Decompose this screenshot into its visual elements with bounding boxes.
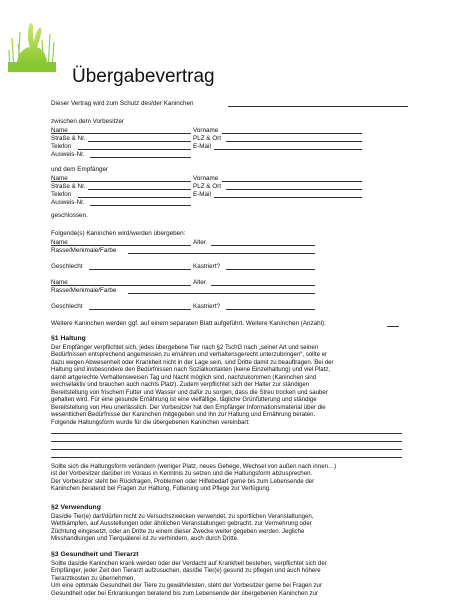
haltungsform-field-3[interactable]: [51, 449, 402, 450]
section-1-after: [51, 463, 421, 493]
vorbesitzer-email-label: E-Mail: [193, 143, 211, 150]
empfaenger-vorname-label: Vorname: [193, 175, 219, 182]
vorbesitzer-strasse-label: Straße & Nr.: [51, 135, 86, 142]
rabbit1-geschlecht-field[interactable]: [89, 269, 191, 270]
section-1-line: wechselaktiv und brauchen auch nachts Platz). Zudem verpflichtet sich der Halter zur ständigen: [51, 381, 310, 389]
section-1-after-line: Sollte sich die Haltungsform verändern (weniger Platz, neues Gehege, Wechsel von außen nach innen…): [51, 463, 337, 470]
empfaenger-email-label: E-Mail: [193, 191, 211, 198]
empfaenger-ausweis-label: Ausweis-Nr.: [51, 199, 85, 206]
haltungsform-field-2[interactable]: [51, 441, 402, 442]
empfaenger-name-field[interactable]: [51, 181, 191, 182]
empfaenger-ausweis-field[interactable]: [90, 205, 191, 206]
section-1-body: [51, 344, 421, 426]
section-1-after-line: Der Vorbesitzer steht bei Rückfragen, Problemen oder Hilfebedarf gerne bis zum Lebensende der: [51, 477, 315, 485]
document-title: Übergabevertrag: [72, 66, 215, 87]
empfaenger-telefon-field[interactable]: [78, 197, 191, 198]
vorbesitzer-email-field[interactable]: [214, 149, 362, 150]
section-1-line: wesentlichen Bedürfnisse der Kaninchen mitgegeben und ihn zur Haltung und Ernährung beraten.: [51, 411, 316, 419]
section-1-line: Bereitstellung von frischem Futter und Wasser und dafür zu sorgen, dass die Streu trocken und sauber: [51, 388, 328, 396]
section-3-body: [51, 560, 421, 597]
haltungsform-field-4[interactable]: [51, 457, 402, 458]
empfaenger-email-field[interactable]: [214, 197, 362, 198]
empfaenger-strasse-field[interactable]: [88, 189, 191, 190]
rabbit1-rasse-label: Rasse/Merkmale/Farbe: [51, 247, 117, 254]
empfaenger-plz-label: PLZ & Ort: [193, 183, 221, 190]
section-3-line: Um eine optimale Gesundheit der Tiere zu gewährleisten, steht der Vorbesitzer gerne bei Fragen zur: [51, 582, 322, 590]
vorbesitzer-name-field[interactable]: [51, 133, 191, 134]
section-3-line: Gesundheit oder bei Erkrankungen beratend bis zum Lebensende der übergebenen Kaninchen zur: [51, 589, 318, 597]
rabbit2-kastriert-field[interactable]: [226, 309, 315, 310]
weitere-anzahl-field[interactable]: [387, 326, 399, 327]
empfaenger-strasse-label: Straße & Nr.: [51, 183, 86, 190]
empfaenger-heading: und dem Empfänger: [51, 166, 109, 173]
rabbit1-name-field[interactable]: [51, 245, 191, 246]
rabbit2-name-field[interactable]: [51, 285, 191, 286]
vorbesitzer-ausweis-field[interactable]: [90, 157, 191, 158]
rabbit2-kastriert-label: Kastriert?: [193, 303, 220, 310]
vorbesitzer-strasse-field[interactable]: [88, 141, 191, 142]
empfaenger-telefon-label: Telefon: [51, 191, 72, 198]
vorbesitzer-name-label: Name: [51, 127, 68, 134]
empfaenger-name-label: Name: [51, 175, 68, 182]
section-3-line: Sollte das/die Kaninchen krank werden oder der Verdacht auf Krankheit bestehen, verpflichtet sich der: [51, 560, 327, 567]
rabbit2-rasse-label: Rasse/Merkmale/Farbe: [51, 287, 117, 294]
kaninchen-heading: Folgende(s) Kaninchen wird/werden übergeben:: [51, 230, 186, 237]
vorbesitzer-telefon-field[interactable]: [78, 149, 191, 150]
geschlossen-text: geschlossen.: [51, 212, 88, 219]
section-1-after-line: ist der Vorbesitzer darüber im Voraus in Kenntnis zu setzen und die Haltungsform abzusprechen.: [51, 470, 313, 478]
rabbit2-name-label: Name: [51, 279, 68, 286]
bunny-logo: [8, 14, 56, 72]
rabbit1-geschlecht-label: Geschlecht: [51, 263, 83, 270]
section-2-line: Misshandlungen und Tierquälerei ist zu verhindern, auch durch Dritte.: [51, 535, 239, 543]
rabbit1-kastriert-label: Kastriert?: [193, 263, 220, 270]
rabbit1-name-label: Name: [51, 239, 68, 246]
vorbesitzer-telefon-label: Telefon: [51, 143, 72, 150]
section-1-line: dazu wegen Abwesenheit oder Krankheit nicht in der Lage sein, sind Dritte damit zu beauftragen. Bei der: [51, 358, 334, 366]
section-1-line: Bereitstellung von Heu unerlässlich. Der Vorbesitzer hat den Empfänger Informationsmaterial über die: [51, 403, 326, 411]
empfaenger-plz-field[interactable]: [226, 189, 362, 190]
section-1-heading: §1 Haltung: [51, 335, 86, 342]
section-2-line: Das/die Tier(e) darf/dürfen nicht zu Versuchszwecken verwendet, zu sportlichen Veranstaltungen,: [51, 513, 314, 520]
vorbesitzer-vorname-label: Vorname: [193, 127, 219, 134]
haltungsform-field-1[interactable]: [51, 433, 402, 434]
intro-text: Dieser Vertrag wird zum Schutz des/der Kaninchen: [51, 100, 194, 107]
rabbit1-alter-field[interactable]: [211, 245, 315, 246]
rabbit-name-field[interactable]: [228, 106, 408, 107]
rabbit1-alter-label: Alter: [193, 239, 206, 246]
section-3-heading: §3 Gesundheit und Tierarzt: [51, 551, 139, 558]
section-1-line: gehalten wird. Für eine gesunde Ernährung ist eine vielfältige, tägliche Grünfütterung und ständige: [51, 396, 317, 404]
vorbesitzer-plz-field[interactable]: [226, 141, 362, 142]
section-3-line: Empfänger, jeder Zeit den Tierarzt aufzusuchen, das/die Tier(e) gesund zu pflegen und auch höhere: [51, 567, 321, 575]
vorbesitzer-plz-label: PLZ & Ort: [193, 135, 221, 142]
section-1-line: Bedürfnissen entsprechend angemessen zu ernähren und verhaltensgerecht unterzubringen“, sollte er: [51, 351, 328, 359]
empfaenger-vorname-field[interactable]: [222, 181, 362, 182]
weitere-kaninchen-text: Weitere Kaninchen werden ggf. auf einem separaten Blatt aufgeführt. Weitere Kaninchen (Anzahl):: [51, 320, 326, 327]
rabbit2-rasse-field[interactable]: [128, 293, 315, 294]
section-3-line: Tierarztkosten zu übernehmen.: [51, 574, 136, 582]
section-1-line: Der Empfänger verpflichtet sich, jedes übergebene Tier nach §2 TschG nach „seiner Art und seinen: [51, 344, 319, 351]
rabbit1-rasse-field[interactable]: [128, 253, 315, 254]
vorbesitzer-vorname-field[interactable]: [222, 133, 362, 134]
rabbit2-geschlecht-label: Geschlecht: [51, 303, 83, 310]
vorbesitzer-ausweis-label: Ausweis-Nr.: [51, 151, 85, 158]
rabbit2-geschlecht-field[interactable]: [89, 309, 191, 310]
rabbit2-alter-field[interactable]: [211, 285, 315, 286]
section-2-line: Züchtung eingesetzt, oder an Dritte zu einem dieser Zwecke weiter gegeben werden. Jegliche: [51, 527, 305, 535]
section-1-after-line: Kaninchen beratend bei Fragen zur Haltung, Fütterung und Pflege zur Verfügung.: [51, 485, 271, 493]
rabbit2-alter-label: Alter: [193, 279, 206, 286]
section-2-line: Wettkämpfen, auf Ausstellungen oder ähnlichen Veranstaltungen gebracht, zur Vermehrung oder: [51, 520, 312, 528]
rabbit1-kastriert-field[interactable]: [226, 269, 315, 270]
vorbesitzer-heading: zwischen dem Vorbesitzer: [51, 118, 125, 125]
section-1-line: Haltung sind insbesondere den Bedürfnissen nach Sozialkontakten (keine Einzelhaltung) und viel Platz,: [51, 366, 331, 374]
section-1-line: damit artgerechte Verhaltensweisen Tag und Nacht möglich sind, nachzukommen (Kaninchen sind: [51, 373, 317, 381]
section-2-body: [51, 513, 421, 543]
section-2-heading: §2 Verwendung: [51, 504, 101, 511]
section-1-line: Folgende Haltungsform wurde für die übergebenen Kaninchen vereinbart:: [51, 418, 250, 426]
